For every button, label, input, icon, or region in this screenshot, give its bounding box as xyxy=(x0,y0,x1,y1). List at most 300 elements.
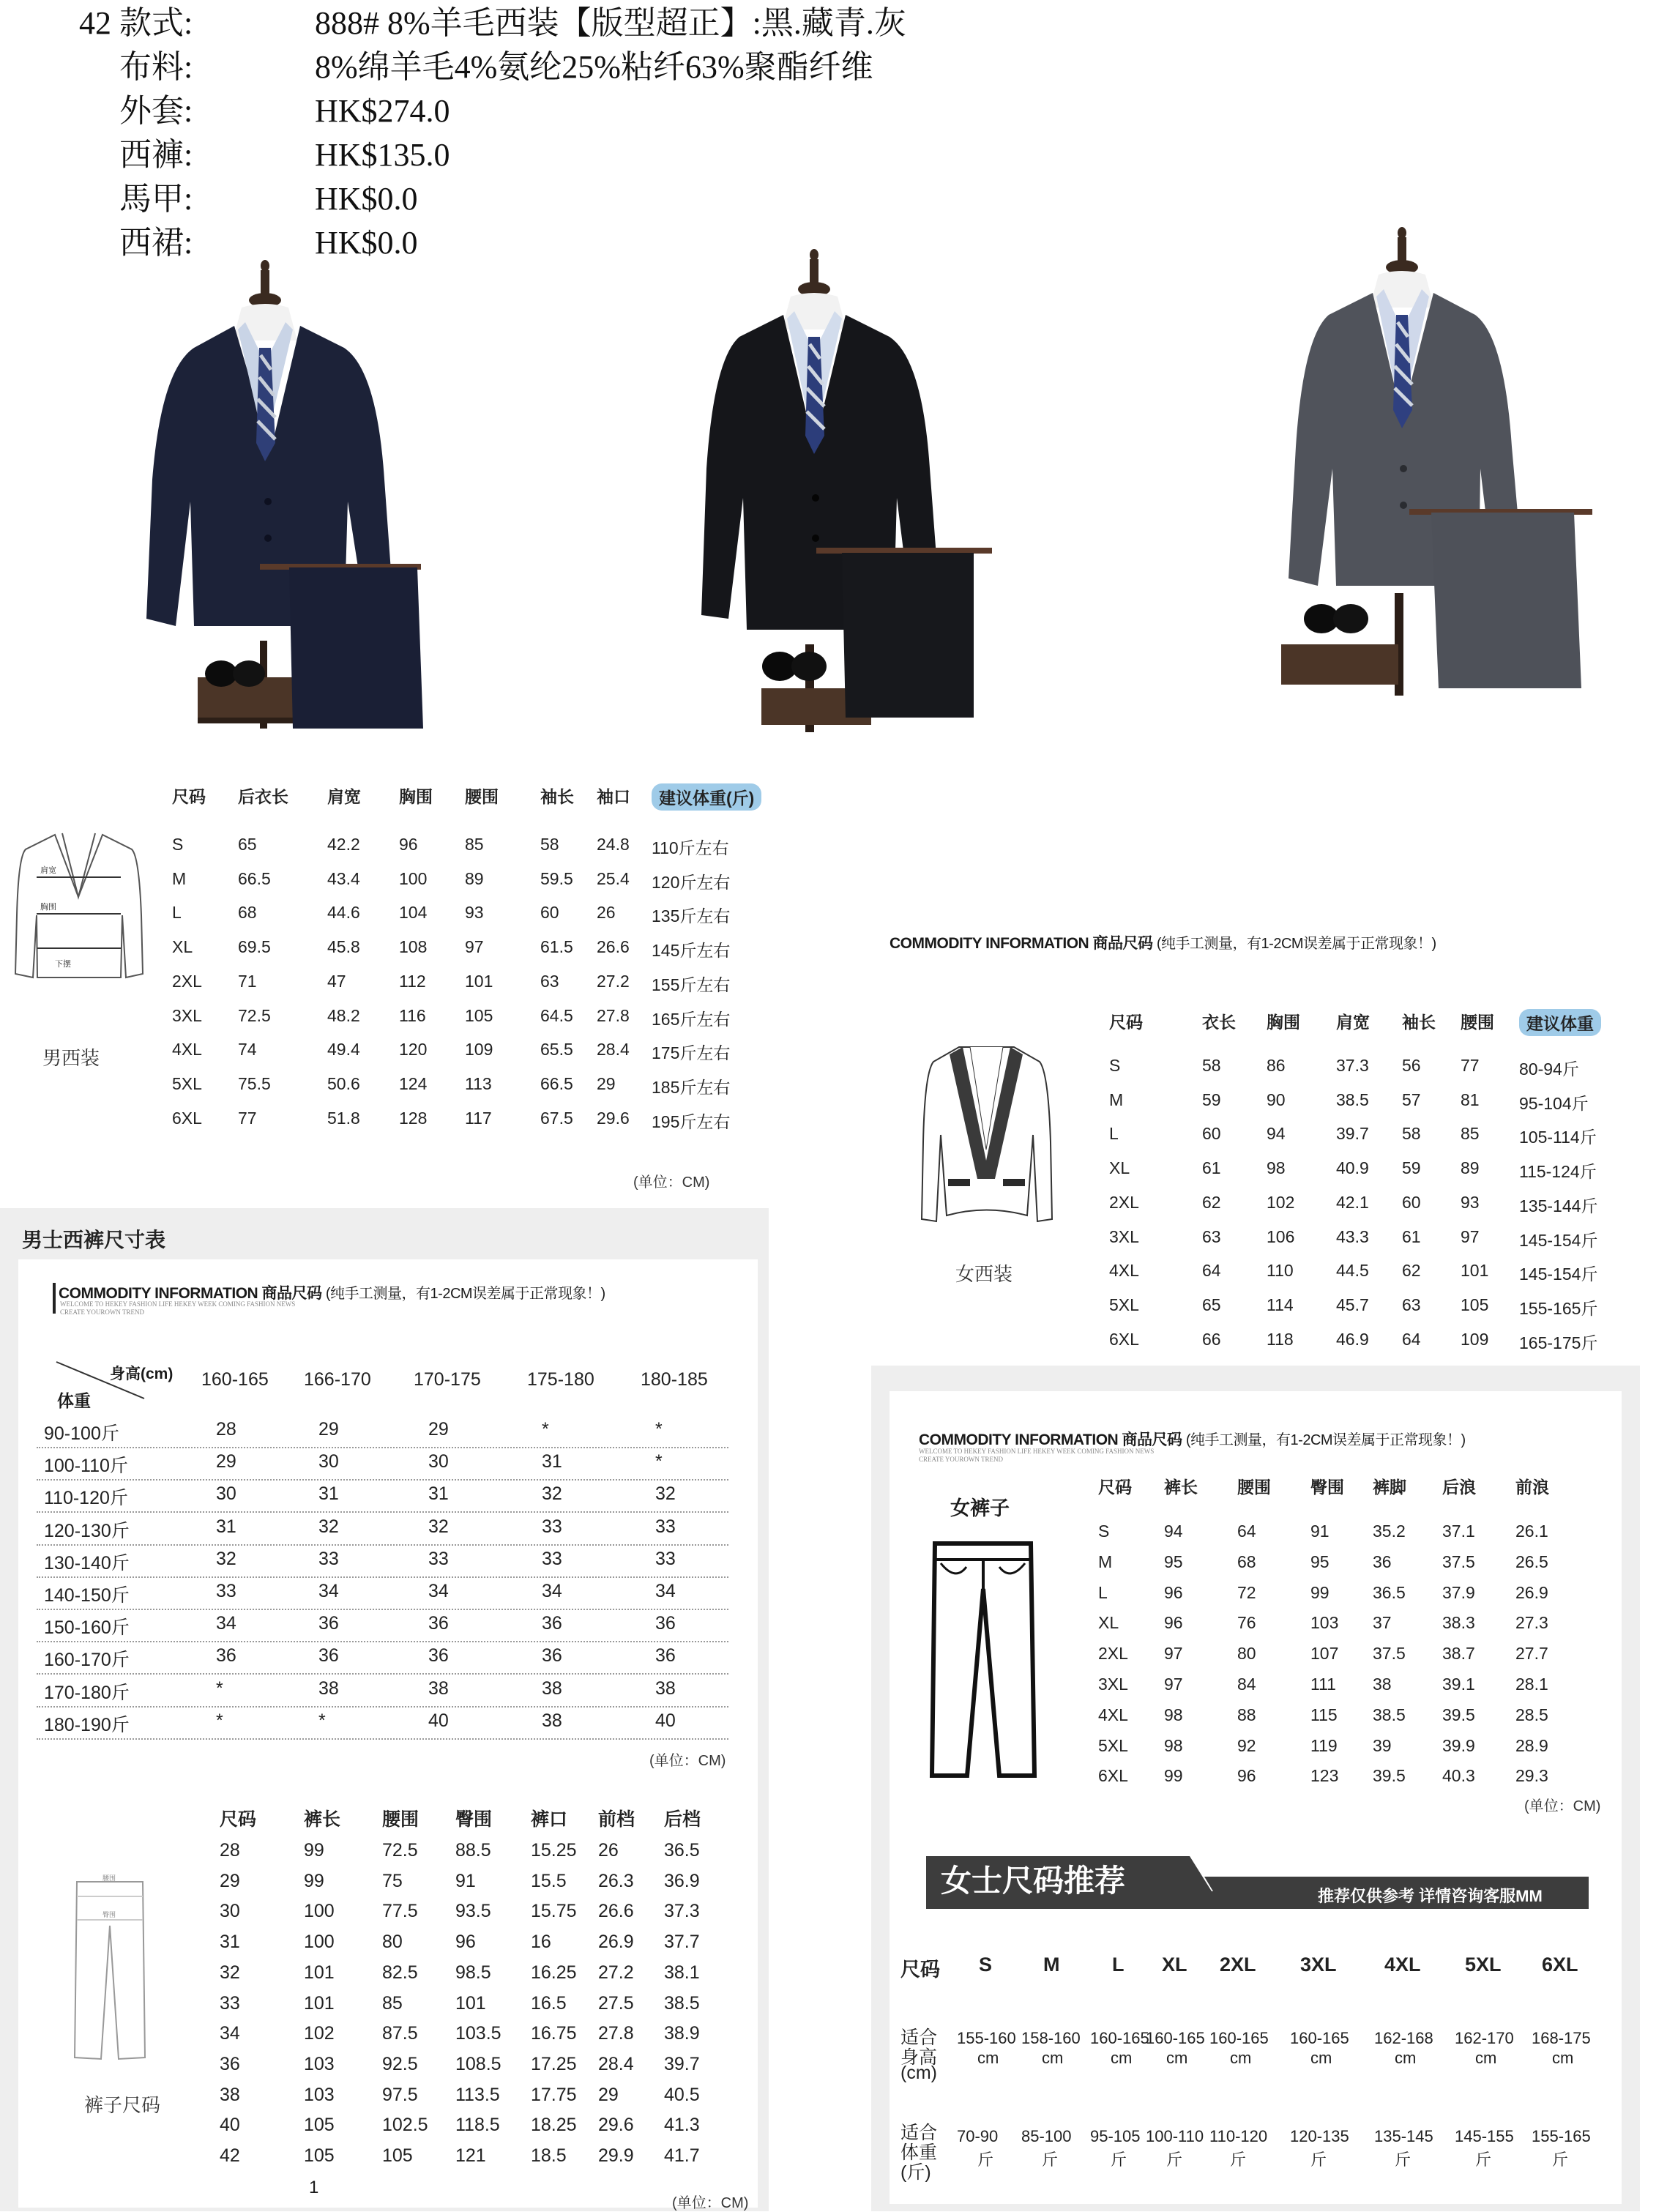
table-cell: 38 xyxy=(542,1677,562,1699)
header-value: 8%绵羊毛4%氨纶25%粘纤63%聚酯纤维 xyxy=(315,49,873,85)
table-cell: 32 xyxy=(220,1962,240,1983)
table-cell: * xyxy=(542,1419,549,1440)
table-cell: M xyxy=(1109,1090,1124,1109)
mens-pants-chart-unit: (单位：CM) xyxy=(649,1753,726,1769)
table-cell: 47 xyxy=(327,971,346,991)
reco-weight-value: 85-100 xyxy=(1021,2127,1072,2145)
table-cell: 88 xyxy=(1237,1705,1256,1724)
reco-size: S xyxy=(979,1954,993,1975)
banner-title: 女士尺码推荐 xyxy=(941,1863,1126,1898)
mens-pants-height-weight-table xyxy=(44,1369,739,1735)
table-cell: 93.5 xyxy=(455,1901,491,1922)
table-cell: 105 xyxy=(465,1005,493,1025)
table-cell: 135-144斤 xyxy=(1519,1196,1598,1215)
table-cell: 41.7 xyxy=(664,2145,700,2166)
womens-pants-unit: (单位：CM) xyxy=(1524,1798,1601,1814)
table-cell: 66 xyxy=(1202,1329,1221,1349)
table-cell: 110斤左右 xyxy=(652,838,729,857)
product-header xyxy=(79,1,1104,265)
table-cell: 38 xyxy=(1373,1675,1392,1694)
table-cell: 4XL xyxy=(172,1040,202,1060)
table-cell: 99 xyxy=(304,1870,324,1891)
table-cell: 101 xyxy=(465,971,493,991)
table-cell: 17.75 xyxy=(531,2084,577,2105)
table-cell: 50.6 xyxy=(327,1073,360,1093)
table-cell: 65 xyxy=(238,835,257,854)
table-header-cell: 后档 xyxy=(664,1809,701,1830)
reco-size: 2XL xyxy=(1220,1954,1256,1975)
table-cell: 34 xyxy=(542,1581,562,1601)
table-cell: 60 xyxy=(1402,1192,1421,1212)
table-cell: 42.1 xyxy=(1336,1192,1369,1212)
table-cell: 17.25 xyxy=(531,2053,577,2074)
header-label: 馬甲: xyxy=(119,181,193,217)
table-cell: 27.5 xyxy=(598,1992,634,2014)
table-cell: 66.5 xyxy=(540,1073,573,1093)
table-cell: 3XL xyxy=(1098,1675,1128,1694)
header-value: HK$0.0 xyxy=(315,225,418,261)
table-cell: 101 xyxy=(1461,1261,1489,1281)
reco-height-value: 160-165 xyxy=(1090,2029,1149,2047)
ci-subtitle-2: CREATE YOUROWN TREND xyxy=(919,1456,1003,1463)
reco-height-unit: cm xyxy=(1395,2049,1417,2067)
reco-height-unit: cm xyxy=(1230,2049,1252,2067)
table-cell: 64 xyxy=(1202,1261,1221,1281)
table-cell: 60 xyxy=(540,903,559,923)
row-divider xyxy=(37,1706,728,1708)
header-label: 42 款式: xyxy=(79,5,193,41)
table-cell: 130-140斤 xyxy=(44,1552,130,1574)
table-cell: 80 xyxy=(382,1932,403,1953)
diagram-label-hip: 臀围 xyxy=(102,1911,116,1918)
table-cell: 37.3 xyxy=(664,1901,700,1922)
table-cell: 28.4 xyxy=(598,2053,634,2074)
table-cell: 124 xyxy=(399,1073,428,1093)
table-cell: 80-94斤 xyxy=(1519,1060,1579,1079)
table-cell: 165-175斤 xyxy=(1519,1333,1598,1352)
table-cell: 110-120斤 xyxy=(44,1488,128,1509)
table-cell: 88.5 xyxy=(455,1840,491,1861)
table-cell: 150-160斤 xyxy=(44,1617,130,1639)
table-header-cell: 胸围 xyxy=(1267,1013,1300,1032)
table-cell: 4XL xyxy=(1109,1261,1139,1281)
reco-height-unit: cm xyxy=(1111,2049,1133,2067)
table-header-cell: 170-175 xyxy=(414,1369,481,1390)
table-cell: 82.5 xyxy=(382,1962,418,1983)
table-cell: 58 xyxy=(540,835,559,854)
table-header-cell: 160-165 xyxy=(201,1369,269,1390)
table-cell: 31 xyxy=(216,1516,236,1537)
trousers-icon xyxy=(1431,513,1581,688)
table-cell: 18.5 xyxy=(531,2145,567,2166)
table-cell: 2XL xyxy=(172,971,202,991)
table-cell: L xyxy=(1098,1582,1108,1602)
table-cell: 38 xyxy=(318,1677,339,1699)
table-cell: 38.9 xyxy=(664,2023,700,2044)
table-cell: 29 xyxy=(220,1870,240,1891)
table-cell: 114 xyxy=(1267,1295,1294,1314)
reco-size: M xyxy=(1043,1954,1060,1975)
table-cell: 96 xyxy=(1164,1613,1183,1633)
table-cell: 92 xyxy=(1237,1735,1256,1755)
table-cell: 103 xyxy=(304,2084,335,2105)
table-cell: 97.5 xyxy=(382,2084,418,2105)
reco-height-unit: cm xyxy=(1552,2049,1574,2067)
table-cell: 36.9 xyxy=(664,1870,700,1891)
table-cell: 101 xyxy=(304,1992,335,2014)
reco-height-label: 身高 xyxy=(900,2047,938,2068)
table-cell: 94 xyxy=(1267,1124,1286,1144)
table-cell: 27.8 xyxy=(597,1005,630,1025)
table-cell: 30 xyxy=(216,1483,236,1505)
table-cell: 109 xyxy=(1461,1329,1489,1349)
reco-weight-label: 体重 xyxy=(900,2142,938,2163)
table-cell: 49.4 xyxy=(327,1040,360,1060)
table-cell: 36 xyxy=(428,1613,449,1634)
table-cell: 102.5 xyxy=(382,2115,428,2136)
mens-suit-unit: (单位：CM) xyxy=(633,1174,710,1191)
table-cell: 58 xyxy=(1402,1124,1421,1144)
womens-pants-size-table xyxy=(1098,1474,1611,1796)
table-cell: 96 xyxy=(399,835,418,854)
womens-pants-ci-title: COMMODITY INFORMATION 商品尺码 (纯手工测量，有1-2CM误差属于正常现象！) xyxy=(919,1431,1466,1448)
table-cell: 75.5 xyxy=(238,1073,271,1093)
mens-jacket-diagram xyxy=(11,827,146,985)
table-cell: 36 xyxy=(428,1645,449,1667)
table-cell: 89 xyxy=(1461,1158,1480,1178)
table-cell: 36 xyxy=(542,1645,562,1667)
reco-weight-value: 120-135 xyxy=(1290,2127,1349,2145)
table-cell: 28.5 xyxy=(1515,1705,1548,1724)
suit-photo-black xyxy=(659,249,1003,732)
table-cell: 38.7 xyxy=(1442,1644,1475,1664)
table-cell: 33 xyxy=(216,1581,236,1601)
reco-height-label: 适合 xyxy=(900,2027,938,2048)
table-cell: * xyxy=(216,1677,223,1699)
table-cell: 5XL xyxy=(1109,1295,1139,1314)
table-cell: 26.5 xyxy=(1515,1552,1548,1571)
reco-height-unit: cm xyxy=(1042,2049,1064,2067)
table-cell: 120斤左右 xyxy=(652,872,731,892)
table-cell: 105 xyxy=(382,2145,413,2166)
table-cell: 81 xyxy=(1461,1090,1480,1109)
table-cell: 105 xyxy=(304,2115,335,2136)
table-cell: 30 xyxy=(428,1451,449,1472)
table-cell: 106 xyxy=(1267,1226,1295,1246)
table-cell: 39.9 xyxy=(1442,1735,1475,1755)
reco-height-unit: cm xyxy=(1310,2049,1332,2067)
table-cell: 100 xyxy=(304,1932,335,1953)
reco-weight-unit: 斤 xyxy=(1166,2150,1183,2169)
table-cell: 97 xyxy=(1164,1644,1183,1664)
table-cell: 38 xyxy=(655,1677,676,1699)
table-cell: M xyxy=(172,868,187,888)
table-cell: 160-170斤 xyxy=(44,1650,130,1671)
table-cell: 36 xyxy=(216,1645,236,1667)
reco-height-value: 168-175 xyxy=(1532,2029,1591,2047)
table-cell: 45.7 xyxy=(1336,1295,1369,1314)
table-cell: 72.5 xyxy=(382,1840,418,1861)
table-cell: 86 xyxy=(1267,1056,1286,1075)
table-cell: 37.5 xyxy=(1373,1644,1406,1664)
table-cell: 26.1 xyxy=(1515,1522,1548,1541)
womens-suit-size-table xyxy=(1109,1009,1636,1353)
table-cell: 36 xyxy=(318,1613,339,1634)
table-cell: 27.7 xyxy=(1515,1644,1548,1664)
table-cell: 77 xyxy=(1461,1056,1480,1075)
row-divider xyxy=(37,1447,728,1448)
table-cell: 2XL xyxy=(1109,1192,1139,1212)
table-header-cell: 建议体重 xyxy=(1519,1009,1601,1036)
table-cell: 61 xyxy=(1202,1158,1221,1178)
table-cell: 65 xyxy=(1202,1295,1221,1314)
table-cell: 93 xyxy=(465,903,484,923)
table-cell: 87.5 xyxy=(382,2023,418,2044)
table-cell: 29.9 xyxy=(598,2145,634,2166)
table-header-cell: 腰围 xyxy=(465,787,499,806)
table-cell: 34 xyxy=(655,1581,676,1601)
table-cell: 38 xyxy=(542,1710,562,1731)
reco-height-value: 158-160 xyxy=(1021,2029,1081,2047)
table-header-cell: 后衣长 xyxy=(238,787,288,806)
table-header-cell: 尺码 xyxy=(172,787,206,806)
table-cell: 96 xyxy=(1164,1582,1183,1602)
table-cell: 180-190斤 xyxy=(44,1714,130,1735)
table-cell: 72.5 xyxy=(238,1005,271,1025)
ci-accent-bar xyxy=(53,1283,56,1314)
table-cell: S xyxy=(1098,1522,1110,1541)
ci-subtitle: WELCOME TO HEKEY FASHION LIFE HEKEY WEEK COMING FASHION NEWS xyxy=(60,1300,296,1308)
table-cell: 44.5 xyxy=(1336,1261,1369,1281)
diagram-label-shoulder: 肩宽 xyxy=(40,866,56,875)
table-cell: * xyxy=(318,1710,326,1731)
reco-height-unit: cm xyxy=(1475,2049,1497,2067)
table-cell: 35.2 xyxy=(1373,1522,1406,1541)
stray-number: 1 xyxy=(309,2178,319,2197)
table-cell: 16.75 xyxy=(531,2023,577,2044)
table-cell: 99 xyxy=(1164,1766,1183,1786)
reco-weight-unit: 斤 xyxy=(1552,2150,1569,2169)
table-cell: 27.2 xyxy=(598,1962,634,1983)
womens-suit-caption: 女西装 xyxy=(955,1263,1013,1285)
reco-weight-unit: 斤 xyxy=(1475,2150,1492,2169)
table-cell: 6XL xyxy=(172,1108,202,1128)
reco-size: L xyxy=(1112,1954,1125,1975)
table-cell: 6XL xyxy=(1109,1329,1139,1349)
table-cell: 107 xyxy=(1310,1644,1339,1664)
reco-size: 6XL xyxy=(1542,1954,1578,1975)
table-cell: 97 xyxy=(465,937,484,957)
table-cell: 26.3 xyxy=(598,1870,634,1891)
womens-jacket-diagram xyxy=(919,1040,1054,1230)
table-cell: 37.3 xyxy=(1336,1056,1369,1075)
table-cell: 95-104斤 xyxy=(1519,1093,1589,1113)
table-cell: 119 xyxy=(1310,1735,1338,1755)
table-cell: 42.2 xyxy=(327,835,360,854)
table-cell: 68 xyxy=(1237,1552,1256,1571)
table-cell: 145-154斤 xyxy=(1519,1265,1598,1284)
table-cell: 16 xyxy=(531,1932,551,1953)
reco-height-unit: cm xyxy=(1166,2049,1188,2067)
trousers-icon xyxy=(289,567,423,729)
header-value: 888# 8%羊毛西装【版型超正】:黑.藏青.灰 xyxy=(315,5,906,41)
header-label: 布料: xyxy=(119,49,193,85)
table-cell: 36.5 xyxy=(664,1840,700,1861)
table-cell: 38.3 xyxy=(1442,1613,1475,1633)
table-cell: 28.4 xyxy=(597,1040,630,1060)
table-cell: 96 xyxy=(1237,1766,1256,1786)
table-cell: 36.5 xyxy=(1373,1582,1406,1602)
diagram-label-waist: 腰围 xyxy=(102,1874,116,1882)
table-cell: 101 xyxy=(455,1992,486,2014)
row-divider xyxy=(37,1576,728,1578)
table-cell: 3XL xyxy=(1109,1226,1139,1246)
table-cell: 15.25 xyxy=(531,1840,577,1861)
reco-height-value: 160-165 xyxy=(1290,2029,1349,2047)
table-cell: 26.9 xyxy=(1515,1582,1548,1602)
table-cell: 38.5 xyxy=(1373,1705,1406,1724)
suit-photo-navy xyxy=(124,260,439,743)
reco-weight-unit: 斤 xyxy=(1310,2150,1327,2169)
table-cell: 95 xyxy=(1164,1552,1183,1571)
table-cell: 28 xyxy=(216,1419,236,1440)
table-cell: 113 xyxy=(465,1073,492,1093)
table-cell: 15.5 xyxy=(531,1870,567,1891)
table-cell: 77 xyxy=(238,1108,257,1128)
reco-height-value: 160-165 xyxy=(1146,2029,1205,2047)
table-cell: 175斤左右 xyxy=(652,1043,731,1063)
header-value: HK$135.0 xyxy=(315,137,450,173)
table-cell: 26.6 xyxy=(598,1901,634,1922)
table-cell: L xyxy=(172,903,182,923)
table-cell: XL xyxy=(172,937,193,957)
table-cell: 36 xyxy=(1373,1552,1392,1571)
table-cell: 39 xyxy=(1373,1735,1392,1755)
table-cell: 99 xyxy=(1310,1582,1330,1602)
table-cell: 32 xyxy=(655,1483,676,1505)
reco-weight-unit: 斤 xyxy=(977,2150,994,2169)
table-cell: 29.6 xyxy=(598,2115,634,2136)
table-cell: 4XL xyxy=(1098,1705,1128,1724)
table-cell: 31 xyxy=(428,1483,449,1505)
table-header-cell: 175-180 xyxy=(527,1369,594,1390)
table-header-cell: 裤脚 xyxy=(1373,1478,1406,1497)
table-cell: 71 xyxy=(238,971,257,991)
table-cell: 101 xyxy=(304,1962,335,1983)
table-cell: 62 xyxy=(1202,1192,1221,1212)
table-cell: 95 xyxy=(1310,1552,1330,1571)
table-cell: 29 xyxy=(428,1419,449,1440)
table-cell: 15.75 xyxy=(531,1901,577,1922)
diagram-label-hem: 下摆 xyxy=(55,960,71,969)
table-cell: * xyxy=(216,1710,223,1731)
reco-weight-value: 145-155 xyxy=(1455,2127,1514,2145)
table-cell: 39.7 xyxy=(664,2053,700,2074)
mens-suit-size-table xyxy=(168,783,776,1131)
table-cell: 65.5 xyxy=(540,1040,573,1060)
womens-pants-diagram xyxy=(926,1538,1040,1779)
table-cell: 74 xyxy=(238,1040,257,1060)
table-cell: 18.25 xyxy=(531,2115,577,2136)
table-cell: 29 xyxy=(598,2084,619,2105)
table-header-cell: 袖口 xyxy=(597,787,630,806)
table-cell: 25.4 xyxy=(597,868,630,888)
table-cell: 5XL xyxy=(1098,1735,1128,1755)
womens-reco-table xyxy=(897,1954,1629,2183)
table-cell: 56 xyxy=(1402,1056,1421,1075)
table-cell: 102 xyxy=(1267,1192,1295,1212)
table-cell: 39.5 xyxy=(1442,1705,1475,1724)
table-cell: 39.1 xyxy=(1442,1675,1475,1694)
table-header-cell: 腰围 xyxy=(1461,1013,1494,1032)
table-cell: 195斤左右 xyxy=(652,1111,731,1131)
table-header-cell: 前浪 xyxy=(1515,1478,1549,1497)
table-cell: XL xyxy=(1098,1613,1119,1633)
table-cell: 85 xyxy=(382,1992,403,2014)
row-divider xyxy=(37,1479,728,1481)
reco-weight-value: 155-165 xyxy=(1532,2127,1591,2145)
table-cell: 63 xyxy=(1402,1295,1421,1314)
table-cell: 44.6 xyxy=(327,903,360,923)
table-cell: 93 xyxy=(1461,1192,1480,1212)
table-cell: 37.7 xyxy=(664,1932,700,1953)
table-cell: 77.5 xyxy=(382,1901,418,1922)
womens-pants-caption: 女裤子 xyxy=(950,1497,1010,1519)
table-cell: 145-154斤 xyxy=(1519,1230,1598,1250)
table-cell: * xyxy=(655,1451,663,1472)
table-cell: 34 xyxy=(318,1581,339,1601)
table-cell: 33 xyxy=(542,1516,562,1537)
table-cell: 120-130斤 xyxy=(44,1520,130,1541)
table-cell: 103 xyxy=(304,2053,335,2074)
table-cell: 108.5 xyxy=(455,2053,501,2074)
table-header-cell: 腰围 xyxy=(1237,1478,1271,1497)
table-cell: 43.3 xyxy=(1336,1226,1369,1246)
table-cell: 30 xyxy=(220,1901,240,1922)
table-cell: 31 xyxy=(220,1932,240,1953)
table-cell: 105 xyxy=(304,2145,335,2166)
reco-weight-value: 100-110 xyxy=(1146,2127,1204,2145)
table-cell: 105-114斤 xyxy=(1519,1128,1597,1147)
table-cell: 39.5 xyxy=(1373,1766,1406,1786)
reco-weight-value: 95-105 xyxy=(1090,2127,1141,2145)
reco-size-label: 尺码 xyxy=(900,1959,940,1981)
table-cell: 40.5 xyxy=(664,2084,700,2105)
table-cell: 85 xyxy=(1461,1124,1480,1144)
header-label: 西裙: xyxy=(119,225,193,261)
table-cell: 84 xyxy=(1237,1675,1256,1694)
table-cell: 26.6 xyxy=(597,937,630,957)
table-cell: 38 xyxy=(428,1677,449,1699)
table-cell: 111 xyxy=(1310,1675,1336,1694)
womens-reco-banner xyxy=(926,1856,1589,1909)
table-cell: 108 xyxy=(399,937,428,957)
table-cell: M xyxy=(1098,1552,1113,1571)
table-cell: 32 xyxy=(542,1483,562,1505)
table-cell: 102 xyxy=(304,2023,335,2044)
table-cell: 100-110斤 xyxy=(44,1456,128,1477)
table-cell: 90-100斤 xyxy=(44,1423,119,1444)
reco-height-value: 162-170 xyxy=(1455,2029,1514,2047)
table-cell: 60 xyxy=(1202,1124,1221,1144)
table-cell: 27.3 xyxy=(1515,1613,1548,1633)
table-cell: 155斤左右 xyxy=(652,975,731,994)
reco-weight-value: 135-145 xyxy=(1374,2127,1433,2145)
header-label: 西褲: xyxy=(119,137,193,173)
mens-pants-size-table xyxy=(220,1805,747,2186)
table-cell: 39.7 xyxy=(1336,1124,1369,1144)
table-cell: 94 xyxy=(1164,1522,1183,1541)
